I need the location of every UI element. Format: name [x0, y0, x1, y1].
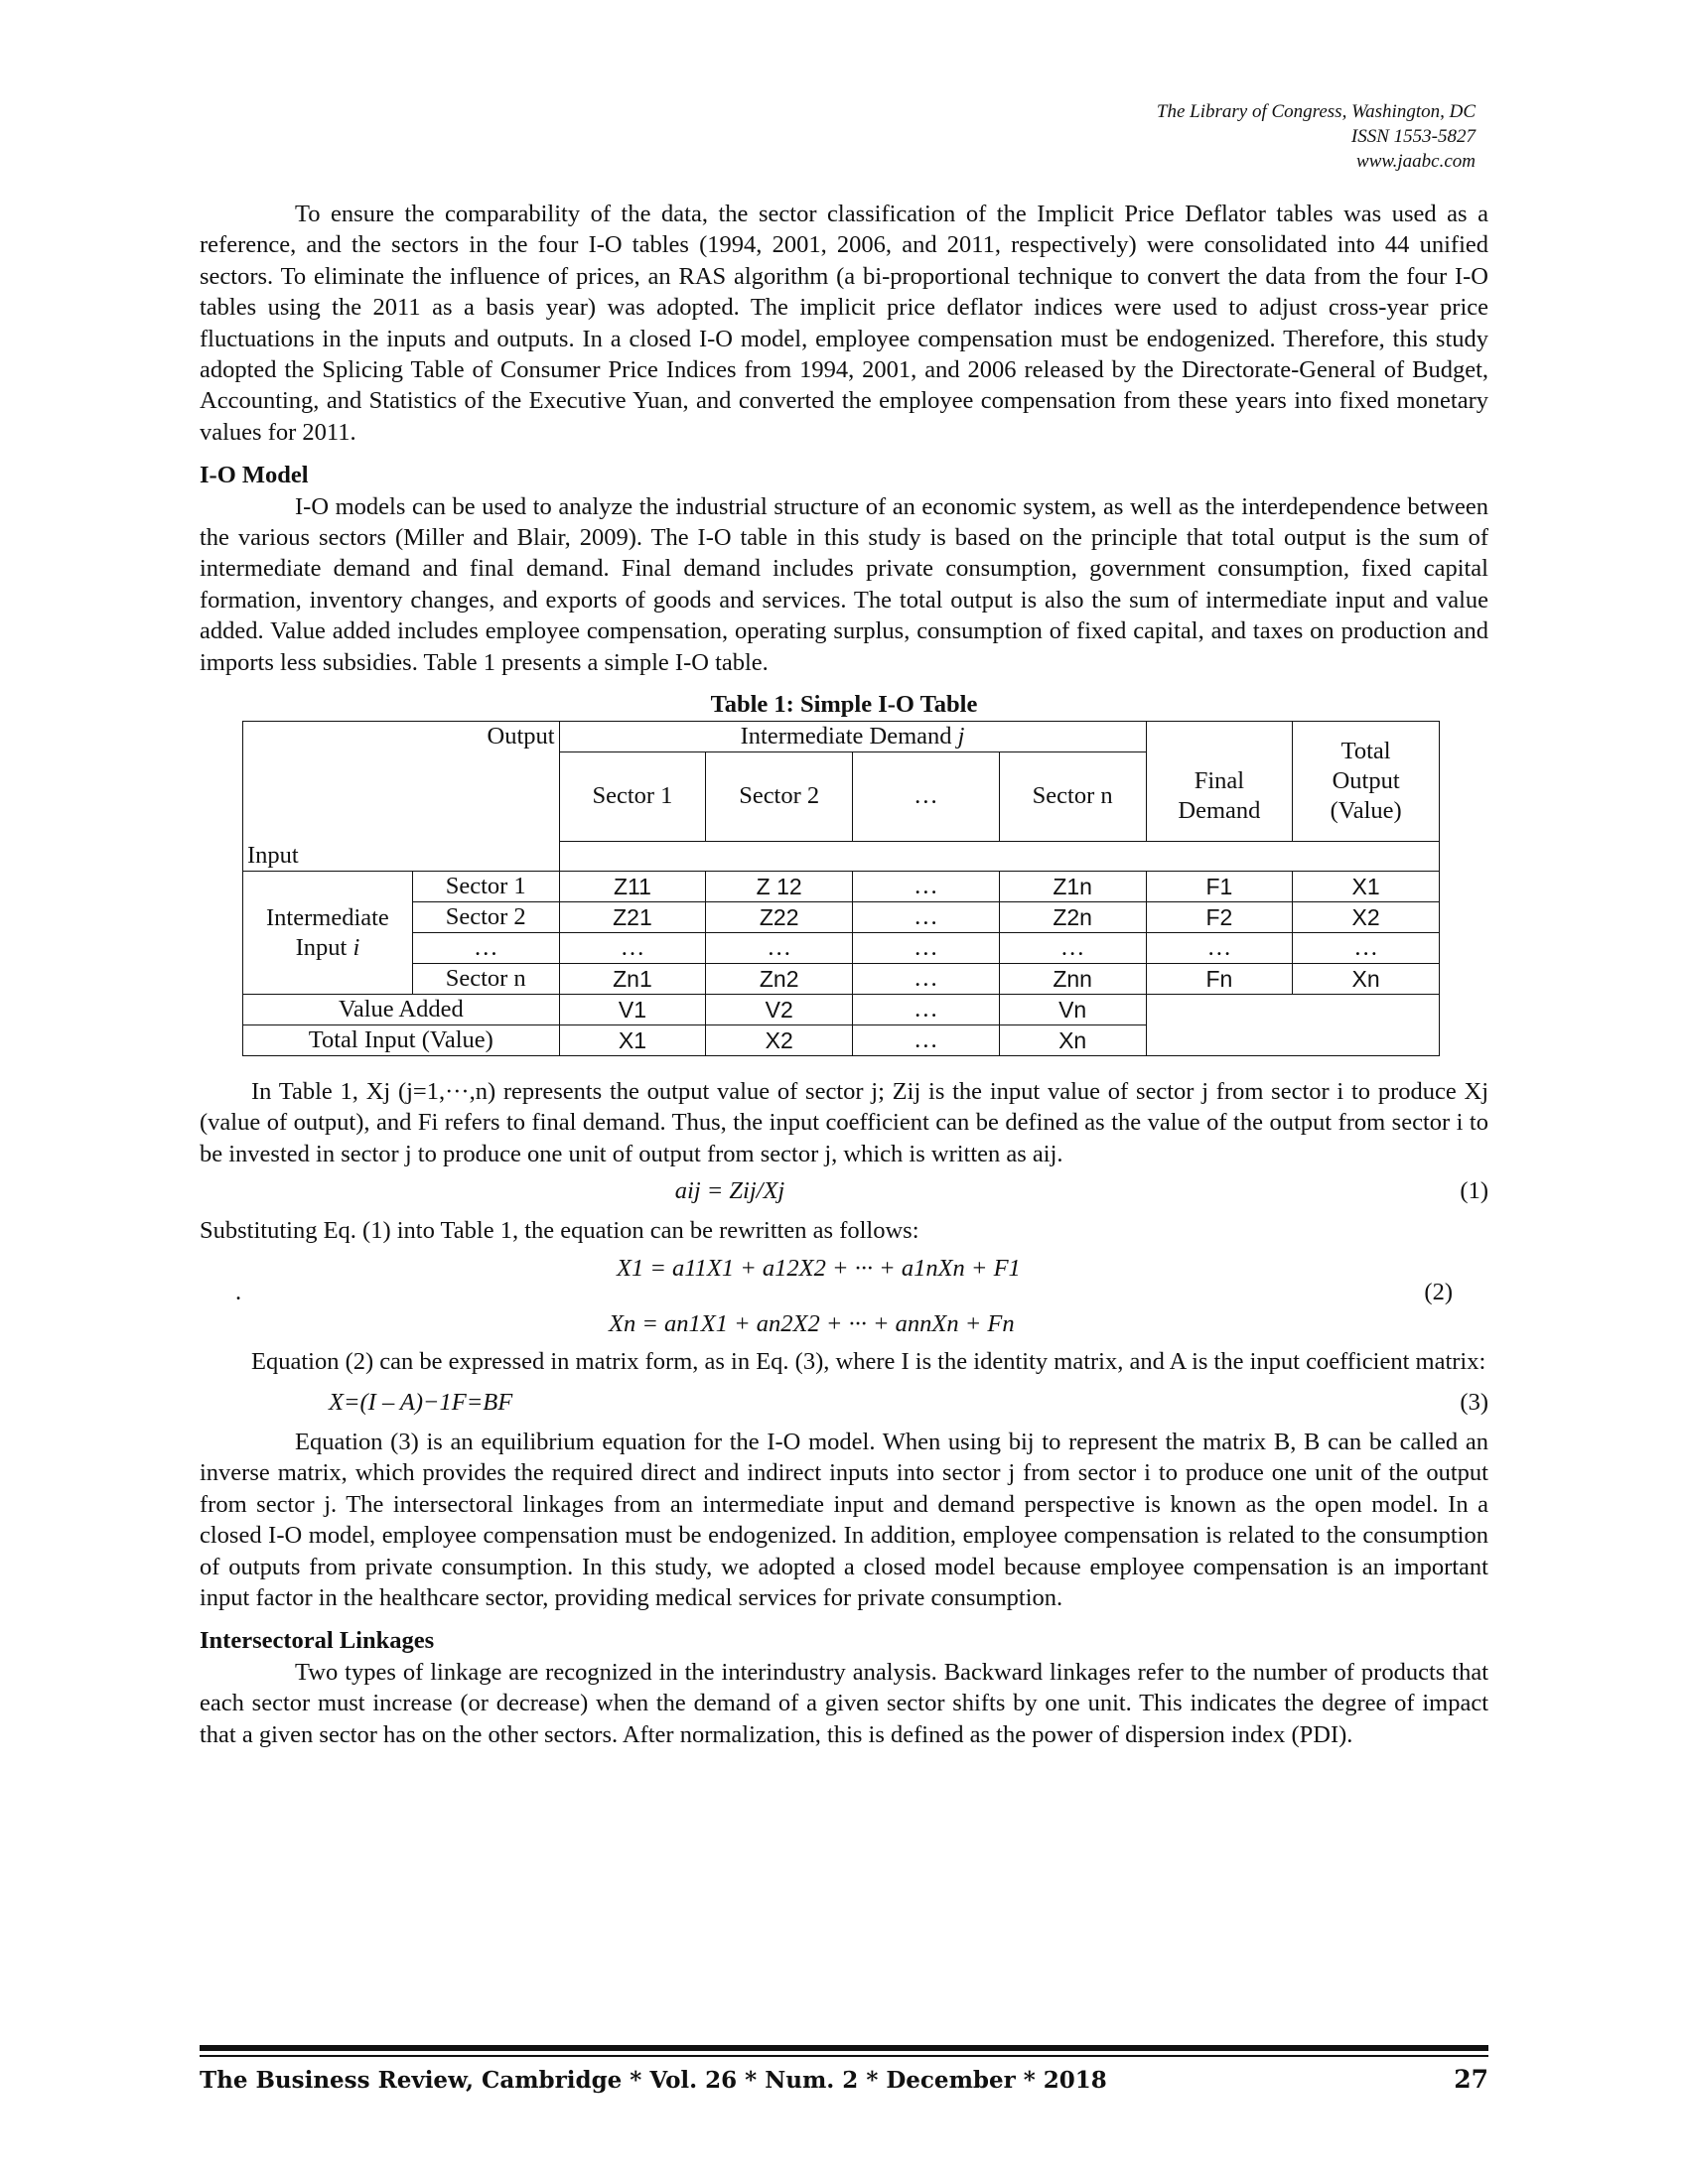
- cell-xn-total: Xn: [999, 1025, 1146, 1056]
- cell-vn: Vn: [999, 995, 1146, 1025]
- table-row-input-label: [243, 841, 1440, 872]
- equation-3: [200, 1387, 1488, 1427]
- equation-1-body: aij = Zij/Xj: [674, 1177, 785, 1205]
- body-text: [200, 199, 1488, 1750]
- equation-1: [200, 1175, 1488, 1215]
- heading-io-model: I-O Model: [200, 462, 309, 489]
- table-head-dots: …: [853, 751, 1000, 841]
- table-row-label-sector2: Sector 2: [412, 902, 559, 933]
- table-row-sector2: [243, 902, 1440, 933]
- table-head-sector1: Sector 1: [559, 751, 706, 841]
- equation-3-number: (3): [1460, 1389, 1488, 1417]
- table-row-label-sector1: Sector 1: [412, 872, 559, 902]
- intermediate-demand-label: Intermediate Demand: [740, 722, 952, 750]
- table-row-header-1: [243, 721, 1440, 751]
- heading-intersectoral-linkages: Intersectoral Linkages: [200, 1627, 435, 1655]
- cell-dots: …: [559, 933, 706, 964]
- cell-dots: …: [1293, 933, 1440, 964]
- paragraph-matrix-form: Equation (2) can be expressed in matrix form, as in Eq. (3), where I is the identity matrix, and A is the input coefficient matrix:: [251, 1347, 1486, 1375]
- cell-dots: …: [853, 872, 1000, 902]
- paragraph-equilibrium: Equation (3) is an equilibrium equation for the I-O model. When using bij to represent the matrix B, B can be called an inverse matrix, which provides the required direct and indirect inputs into sector j from sector i to produce one unit of the output from sector j. The intersectoral linkages from an intermediate input and demand perspective is known as the open model. In a closed I-O model, employee compensation must be endogenized. In addition, employee compensation is related to the consumption of outputs from private consumption. In this study, we adopted a closed model because employee compensation is an important input factor in the healthcare sector, providing medical services for private consumption.: [200, 1429, 1488, 1612]
- cell-zn1: Zn1: [559, 964, 706, 995]
- table-label-total-input: Total Input (Value): [243, 1025, 560, 1056]
- footer-rule-thin: [200, 2055, 1488, 2057]
- paragraph-io-model: I-O models can be used to analyze the industrial structure of an economic system, as well as the interdependence between the various sectors (Miller and Blair, 2009). The I-O table in this study is based on the principle that total output is the sum of intermediate demand and final demand. Final demand includes private consumption, government consumption, fixed capital formation, inventory changes, and exports of goods and services. The total output is also the sum of intermediate input and value added. Value added includes employee compensation, operating surplus, consumption of fixed capital, and taxes on production and imports less subsidies. Table 1 presents a simple I-O table.: [200, 492, 1488, 676]
- total-output-line3: (Value): [1330, 796, 1402, 824]
- total-output-line1: Total: [1340, 737, 1391, 764]
- footer-journal: The Business Review, Cambridge * Vol. 26 * Num. 2 * December * 2018: [200, 2067, 1107, 2094]
- table-cell-empty: [1146, 995, 1439, 1056]
- intermediate-input-line1: Intermediate: [266, 903, 389, 931]
- table-head-sector2: Sector 2: [706, 751, 853, 841]
- cell-z22: Z22: [706, 902, 853, 933]
- cell-x1-total: X1: [559, 1025, 706, 1056]
- header-line-url: www.jaabc.com: [1356, 151, 1476, 172]
- table-cell-final-demand: [1146, 721, 1293, 841]
- cell-f2: F2: [1146, 902, 1293, 933]
- table-caption: Table 1: Simple I-O Table: [710, 691, 978, 719]
- table-row-label-sectorn: Sector n: [412, 964, 559, 995]
- equation-2-line1: X1 = a11X1 + a12X2 + ··· + a1nXn + F1: [617, 1254, 1021, 1282]
- paragraph-substituting: Substituting Eq. (1) into Table 1, the equation can be rewritten as follows:: [200, 1217, 919, 1245]
- table-cell-input: Input: [243, 841, 560, 872]
- running-header: [1157, 99, 1476, 174]
- cell-z12: Z 12: [706, 872, 853, 902]
- page-number: 27: [1454, 2065, 1488, 2094]
- equation-2: [200, 1247, 1488, 1346]
- equation-2-dot: .: [235, 1278, 242, 1305]
- total-output-line2: Output: [1332, 766, 1400, 794]
- table-row-dots: [243, 933, 1440, 964]
- paragraph-data-comparability: To ensure the comparability of the data, the sector classification of the Implicit Price Deflator tables was used as a reference, and the sectors in the four I-O tables (1994, 2001, 2006, and 2011, respectively) were consolidated into 44 unified sectors. To eliminate the influence of prices, an RAS algorithm (a bi-proportional technique to convert the data from the four I-O tables using the 2011 as a basis year) was adopted. The implicit price deflator indices were used to adjust cross-year price fluctuations in the inputs and outputs. In a closed I-O model, employee compensation must be endogenized. Therefore, this study adopted the Splicing Table of Consumer Price Indices from 1994, 2001, and 2006 released by the Directorate-General of Budget, Accounting, and Statistics of the Executive Yuan, and converted the employee compensation from these years into fixed monetary values for 2011.: [200, 201, 1488, 446]
- final-demand-line1: Final: [1194, 766, 1245, 794]
- paragraph-linkages: Two types of linkage are recognized in the interindustry analysis. Backward linkages refer to the number of products that each sector must increase (or decrease) when the demand of a given sector shifts by one unit. This indicates the degree of impact that a given sector has on the other sectors. After normalization, this is defined as the power of dispersion index (PDI).: [200, 1658, 1488, 1748]
- table-cell-intermediate-input: [243, 872, 413, 995]
- table-row-value-added: [243, 995, 1440, 1025]
- equation-2-line2: Xn = an1X1 + an2X2 + ··· + annXn + Fn: [609, 1309, 1015, 1337]
- cell-dots: …: [853, 995, 1000, 1025]
- io-table: [242, 721, 1440, 1057]
- cell-dots: …: [999, 933, 1146, 964]
- cell-z11: Z11: [559, 872, 706, 902]
- cell-dots: …: [853, 933, 1000, 964]
- table-spacer: [559, 841, 1439, 872]
- intermediate-input-i: i: [352, 933, 360, 961]
- table-cell-intermediate-demand: [559, 721, 1146, 751]
- intermediate-input-line2: Input: [295, 933, 348, 961]
- header-line-issn: ISSN 1553-5827: [1350, 126, 1476, 147]
- cell-dots: …: [706, 933, 853, 964]
- header-line-publisher: The Library of Congress, Washington, DC: [1156, 101, 1476, 122]
- table-label-value-added: Value Added: [243, 995, 560, 1025]
- cell-fn: Fn: [1146, 964, 1293, 995]
- cell-xn: Xn: [1293, 964, 1440, 995]
- table-row-sectorn: [243, 964, 1440, 995]
- cell-x2: X2: [1293, 902, 1440, 933]
- cell-z21: Z21: [559, 902, 706, 933]
- table-row-sector1: [243, 872, 1440, 902]
- cell-f1: F1: [1146, 872, 1293, 902]
- paragraph-table-explanation: In Table 1, Xj (j=1,···,n) represents the output value of sector j; Zij is the input value of sector j from sector i to produce Xj (value of output), and Fi refers to final demand. Thus, the input coefficient can be defined as the value of the output from sector i to be invested in sector j to produce one unit of output from sector j, which is written as aij.: [200, 1078, 1488, 1167]
- table-cell-output: [243, 721, 560, 841]
- cell-dots: …: [853, 902, 1000, 933]
- footer-rule-thick: [200, 2045, 1488, 2051]
- cell-dots: …: [1146, 933, 1293, 964]
- cell-v2: V2: [706, 995, 853, 1025]
- cell-x1: X1: [1293, 872, 1440, 902]
- cell-x2-total: X2: [706, 1025, 853, 1056]
- equation-2-number: (2): [1424, 1278, 1453, 1305]
- cell-dots: …: [853, 1025, 1000, 1056]
- equation-3-body: X=(I – A)−1F=BF: [329, 1389, 513, 1417]
- cell-zn2: Zn2: [706, 964, 853, 995]
- cell-z1n: Z1n: [999, 872, 1146, 902]
- cell-v1: V1: [559, 995, 706, 1025]
- equation-1-number: (1): [1460, 1177, 1488, 1205]
- table-cell-total-output: [1293, 721, 1440, 841]
- table-head-sectorn: Sector n: [999, 751, 1146, 841]
- final-demand-line2: Demand: [1178, 796, 1261, 824]
- cell-dots: …: [412, 933, 559, 964]
- cell-znn: Znn: [999, 964, 1146, 995]
- table-output-label: Output: [487, 722, 555, 750]
- cell-z2n: Z2n: [999, 902, 1146, 933]
- cell-dots: …: [853, 964, 1000, 995]
- intermediate-demand-j: j: [957, 722, 965, 750]
